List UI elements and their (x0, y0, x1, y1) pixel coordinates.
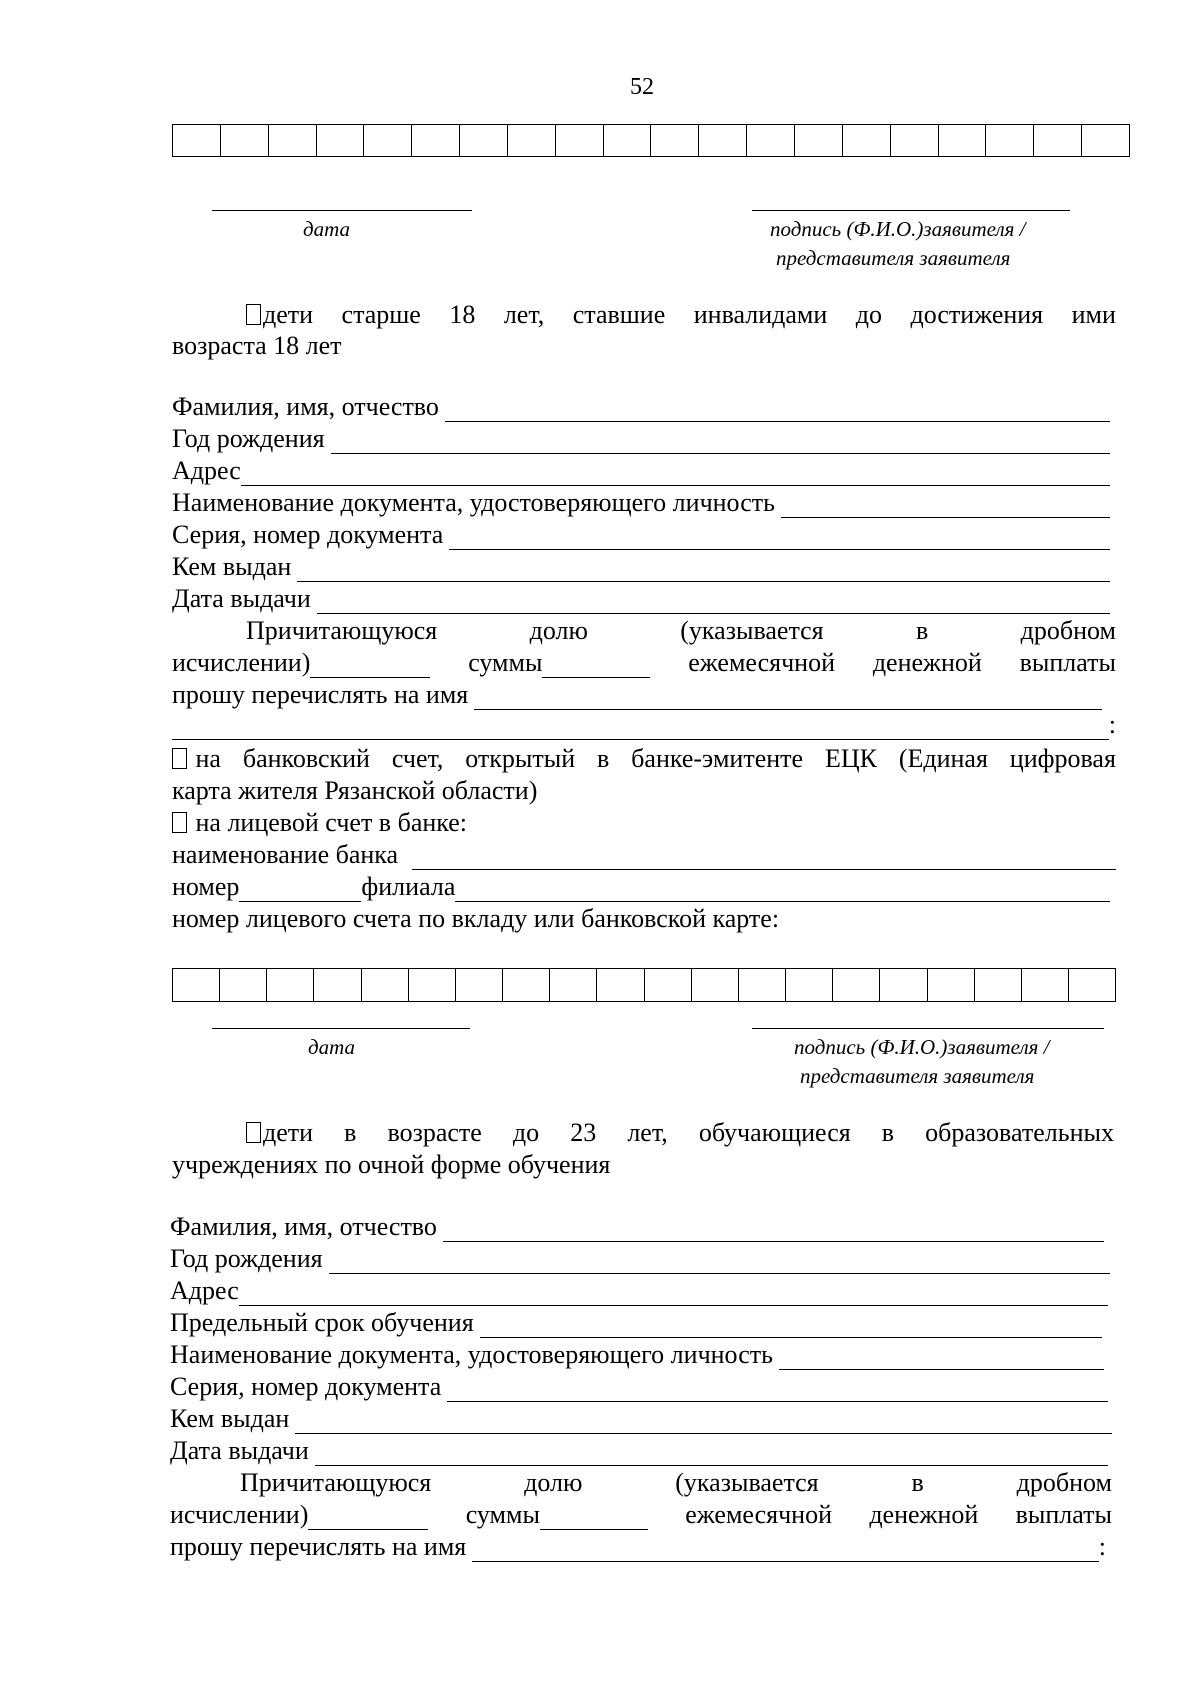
field-c-issued-by[interactable]: Кем выдан (170, 1404, 1112, 1434)
field-branch-number[interactable]: номер филиала (172, 872, 1110, 902)
field-b-issued-by[interactable]: Кем выдан (172, 552, 1110, 582)
field-b-issue-date[interactable]: Дата выдачи (172, 584, 1110, 614)
date-caption-1: дата (303, 217, 351, 241)
bank-option1-line2: карта жителя Рязанской области) (172, 776, 538, 805)
field-b-birth-year[interactable]: Год рождения (172, 424, 1110, 454)
signature-line-2[interactable] (752, 1028, 1104, 1029)
field-b-address[interactable]: Адрес (172, 456, 1110, 486)
section-c-heading-line2: учреждениях по очной форме обучения (172, 1150, 611, 1179)
field-c-doc-series[interactable]: Серия, номер документа (170, 1372, 1108, 1402)
bank-option2: на лицевой счет в банке: (172, 808, 467, 838)
signature-caption-1b: представителя заявителя (776, 246, 1011, 270)
account-number-label: номер лицевого счета по вкладу или банковской карте: (172, 904, 780, 933)
field-c-transfer-name[interactable]: прошу перечислять на имя : (170, 1532, 1106, 1561)
field-c-doc-name[interactable]: Наименование документа, удостоверяющего личность (170, 1340, 1104, 1370)
date-caption-2: дата (308, 1035, 356, 1059)
c-share-line2: исчислении) суммы ежемесячной денежной выплаты (170, 1500, 1112, 1529)
c-fraction-blank[interactable] (308, 1507, 428, 1530)
field-b-doc-name[interactable]: Наименование документа, удостоверяющего личность (172, 488, 1110, 518)
b-share-line1: Причитающуюся долю (указывается в дробном (246, 616, 1116, 645)
page-number: 52 (630, 74, 654, 100)
checkbox-bank-personal-account[interactable] (172, 812, 187, 833)
signature-caption-1a: подпись (Ф.И.О.)заявителя / (770, 217, 1026, 241)
b-fraction-blank[interactable] (310, 655, 430, 678)
checkbox-bank-ecc[interactable] (172, 748, 187, 769)
signature-line-1[interactable] (752, 210, 1070, 211)
bank-option1-line1: на банковский счет, открытый в банке-эмитенте ЕЦК (Единая цифровая (172, 744, 1116, 774)
field-bank-name[interactable]: наименование банка (172, 840, 1116, 870)
section-b-heading-line1: дети старше 18 лет, ставшие инвалидами до достижения ими (246, 300, 1116, 330)
account-number-grid[interactable] (172, 968, 1116, 1002)
field-c-study-term[interactable]: Предельный срок обучения (170, 1308, 1102, 1338)
b-sum-blank[interactable] (542, 655, 650, 678)
c-share-line1: Причитающуюся долю (указывается в дробном (240, 1468, 1112, 1497)
account-number-grid-top (172, 124, 1130, 157)
signature-caption-2a: подпись (Ф.И.О.)заявителя / (794, 1035, 1050, 1059)
date-line-1[interactable] (212, 210, 472, 211)
field-c-fio[interactable]: Фамилия, имя, отчество (170, 1212, 1104, 1242)
checkbox-section-c[interactable] (246, 1122, 261, 1143)
field-b-transfer-name[interactable]: прошу перечислять на имя (172, 680, 1102, 710)
field-b-doc-series[interactable]: Серия, номер документа (172, 520, 1110, 550)
field-c-address[interactable]: Адрес (170, 1276, 1108, 1306)
section-b-heading-line2: возраста 18 лет (172, 331, 342, 360)
field-b-fio[interactable]: Фамилия, имя, отчество (172, 392, 1110, 422)
b-share-line2: исчислении) суммы ежемесячной денежной выплаты (172, 648, 1116, 677)
field-c-birth-year[interactable]: Год рождения (170, 1244, 1110, 1274)
signature-caption-2b: представителя заявителя (800, 1064, 1035, 1088)
checkbox-section-b[interactable] (246, 304, 261, 325)
section-c-heading-line1: дети в возрасте до 23 лет, обучающиеся в образовательных (246, 1118, 1114, 1148)
c-sum-blank[interactable] (540, 1507, 648, 1530)
field-b-transfer-name-cont[interactable]: : (172, 710, 1116, 740)
field-c-issue-date[interactable]: Дата выдачи (170, 1436, 1108, 1466)
date-line-2[interactable] (212, 1028, 470, 1029)
